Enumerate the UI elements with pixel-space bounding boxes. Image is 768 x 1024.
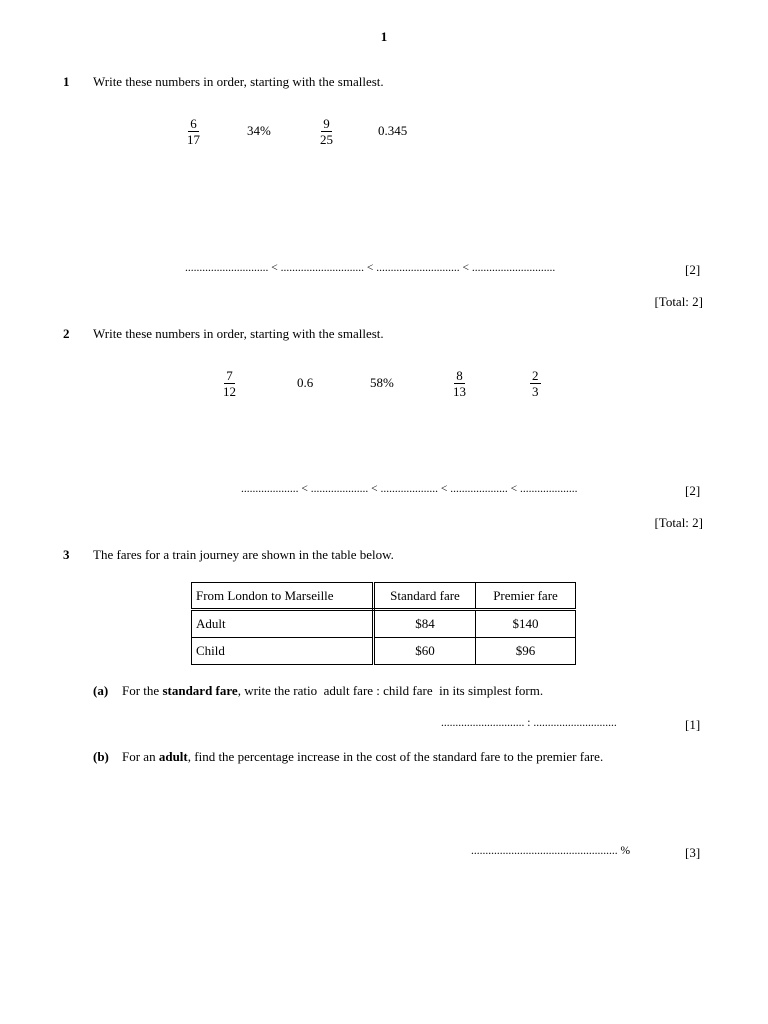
q1-value-34-percent: 34% bbox=[247, 123, 271, 138]
table-cell: Adult bbox=[192, 610, 374, 638]
part-b-marks: [3] bbox=[685, 845, 701, 860]
fraction-denominator: 25 bbox=[320, 132, 333, 147]
fraction-denominator: 13 bbox=[453, 384, 466, 399]
question-2-text: Write these numbers in order, starting with the smallest. bbox=[93, 326, 384, 341]
fraction-denominator: 12 bbox=[223, 384, 236, 399]
question-1-text: Write these numbers in order, starting with the smallest. bbox=[93, 74, 384, 89]
fraction-numerator: 2 bbox=[532, 368, 539, 383]
q2-fraction-8-13 bbox=[451, 368, 468, 399]
q2-answer-line[interactable]: .................... < .................... < .................... < .................... < .................... bbox=[241, 483, 578, 495]
table-header-row bbox=[192, 583, 576, 610]
question-1-number: 1 bbox=[63, 74, 70, 89]
part-b-bold-term: adult bbox=[158, 749, 188, 764]
table-cell: $96 bbox=[476, 638, 576, 665]
table-cell: $84 bbox=[374, 610, 476, 638]
q2-value-06: 0.6 bbox=[297, 375, 314, 390]
table-cell: $60 bbox=[374, 638, 476, 665]
table-cell: $140 bbox=[476, 610, 576, 638]
q1-total: [Total: 2] bbox=[654, 294, 703, 309]
part-b-label: (b) bbox=[93, 749, 109, 764]
table-header-cell: From London to Marseille bbox=[192, 583, 374, 610]
table-cell: Child bbox=[192, 638, 374, 665]
table-row bbox=[192, 610, 576, 638]
q1-fraction-6-17 bbox=[185, 116, 202, 147]
q2-value-58-percent: 58% bbox=[370, 375, 394, 390]
q1-value-0345: 0.345 bbox=[378, 123, 408, 138]
part-a-text-before: For the bbox=[122, 683, 163, 698]
question-2-number: 2 bbox=[63, 326, 70, 341]
q2-total: [Total: 2] bbox=[654, 515, 703, 530]
fraction-numerator: 6 bbox=[190, 116, 197, 131]
part-a-text bbox=[122, 683, 543, 699]
fraction-denominator: 3 bbox=[532, 384, 539, 399]
fares-table bbox=[191, 582, 576, 665]
part-b-text bbox=[122, 749, 603, 765]
table-header-cell: Standard fare bbox=[374, 583, 476, 610]
q2-fraction-7-12 bbox=[221, 368, 238, 399]
table-header-cell: Premier fare bbox=[476, 583, 576, 610]
table-row bbox=[192, 638, 576, 665]
fraction-denominator: 17 bbox=[187, 132, 200, 147]
q2-marks: [2] bbox=[685, 483, 701, 498]
part-a-bold-term: standard fare bbox=[162, 683, 238, 698]
fraction-numerator: 9 bbox=[323, 116, 330, 131]
part-a-label: (a) bbox=[93, 683, 109, 698]
question-3-number: 3 bbox=[63, 547, 70, 562]
q1-fraction-9-25 bbox=[318, 116, 335, 147]
part-b-answer-line[interactable]: ................................................... % bbox=[471, 845, 631, 857]
part-a-marks: [1] bbox=[685, 717, 701, 732]
part-b-text-after: , find the percentage increase in the cost of the standard fare to the premier fare. bbox=[187, 749, 604, 764]
q1-marks: [2] bbox=[685, 262, 701, 277]
q1-answer-line[interactable]: ............................. < ............................. < ............................. < ............................. bbox=[185, 262, 556, 274]
question-3-text: The fares for a train journey are shown in the table below. bbox=[93, 547, 394, 562]
part-b-text-before: For an bbox=[122, 749, 159, 764]
fraction-numerator: 8 bbox=[456, 368, 463, 383]
q2-fraction-2-3 bbox=[530, 368, 541, 399]
part-a-text-after: , write the ratio adult fare : child fare in its simplest form. bbox=[237, 683, 544, 698]
page-number: 1 bbox=[380, 29, 388, 44]
part-a-answer-line[interactable]: ............................. : ............................. bbox=[441, 717, 617, 729]
fraction-numerator: 7 bbox=[226, 368, 233, 383]
